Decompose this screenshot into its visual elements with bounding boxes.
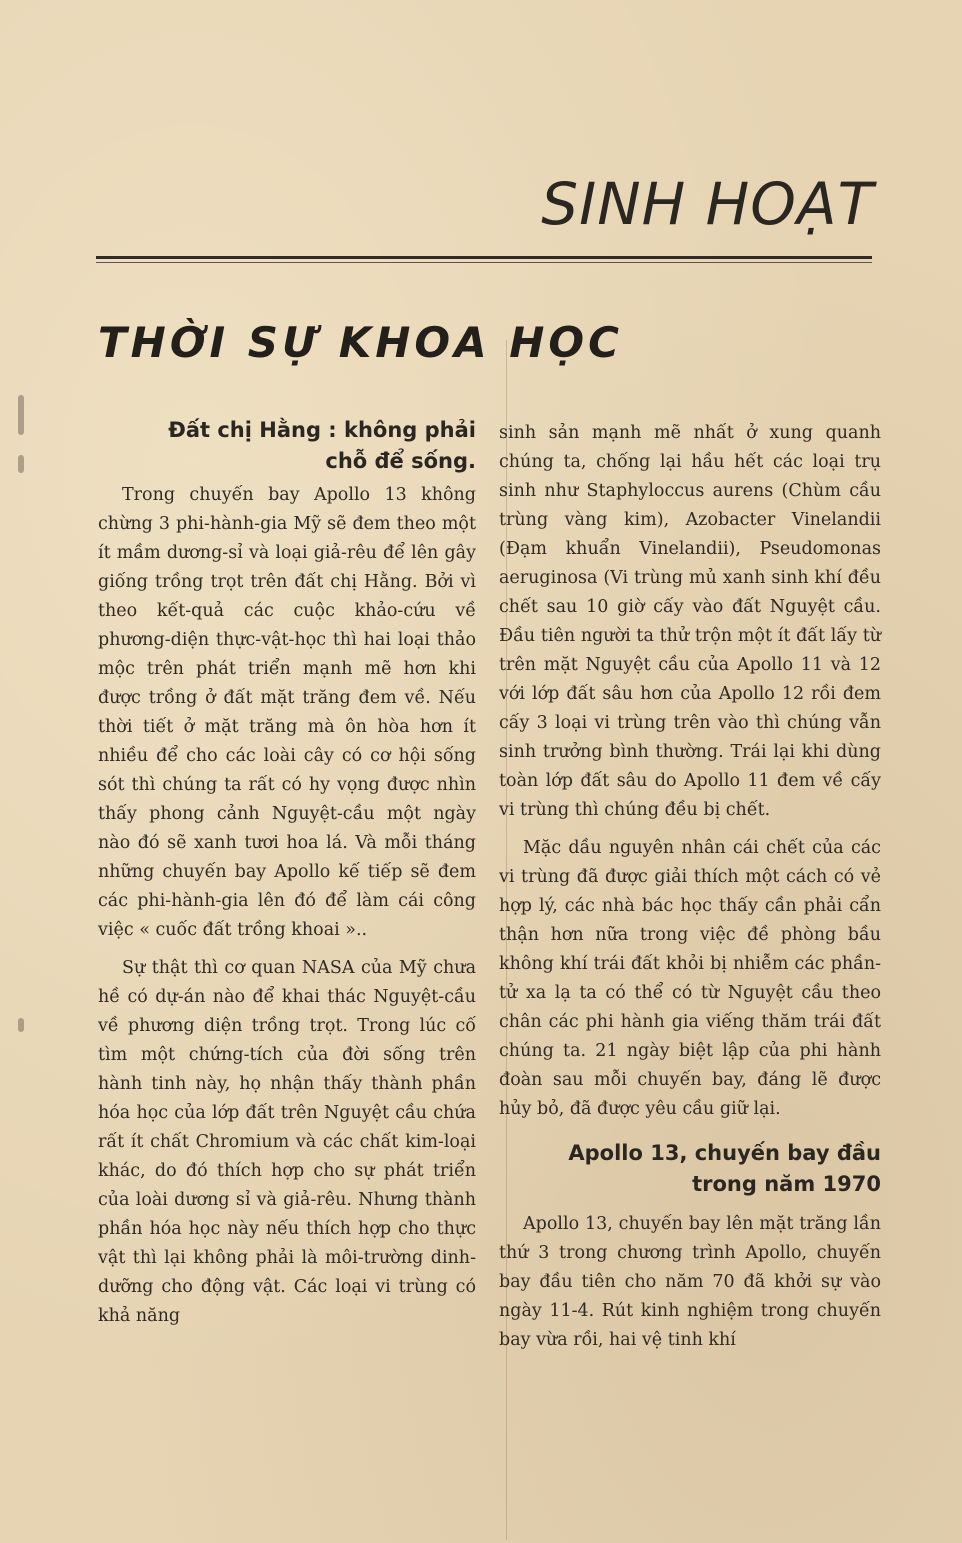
subheading-line: trong năm 1970 — [692, 1172, 881, 1196]
binding-mark — [18, 455, 24, 473]
subheading-line: chỗ để sống. — [325, 449, 476, 473]
body-paragraph: Trong chuyến bay Apollo 13 không chừng 3 phi-hành-gia Mỹ sẽ đem theo một ít mầm dương-sỉ và loại giả-rêu để lên gây giống trồng trọt trên đất chị Hằng. Bởi vì theo kết-quả các cuộc khảo-cứu về phương-diện thực-vật-học thì hai loại thảo mộc trên phát triển mạnh mẽ hơn khi được trồng ở đất mặt trăng đem về. Nếu thời tiết ở mặt trăng mà ôn hòa hơn ít nhiều để cho các loài cây có cơ hội sống sót thì chúng ta rất có hy vọng được nhìn thấy phong cảnh Nguyệt-cầu một ngày nào đó sẽ xanh tươi hoa lá. Và mỗi tháng những chuyến bay Apollo kế tiếp sẽ đem các phi-hành-gia lên đó để làm cái công việc « cuốc đất trồng khoai ».. — [98, 485, 476, 940]
body-paragraph-continued: sinh sản mạnh mẽ nhất ở xung quanh chúng ta, chống lại hầu hết các loại trụ sinh như Staphyloccus aurens (Chùm cầu trùng vàng kim), Azobacter Vinelandii (Đạm khuẩn Vinelandii), Pseudomonas aeruginosa (Vi trùng mủ xanh sinh khí đều chết sau 10 giờ cấy vào đất Nguyệt cầu. Đầu tiên người ta thử trộn một ít đất lấy từ trên mặt Nguyệt cầu của Apollo 11 và 12 với lớp đất sâu hơn của Apollo 12 rồi đem cấy 3 loại vi trùng trên vào thì chúng vẫn sinh trưởng bình thường. Trái lại khi dùng toàn lớp đất sâu do Apollo 11 đem về cấy vi trùng thì chúng đều bị chết. — [499, 423, 881, 820]
header-rule — [96, 256, 872, 259]
header-rule-thin — [96, 262, 872, 263]
left-column — [98, 415, 476, 1340]
body-paragraph: Apollo 13, chuyến bay lên mặt trăng lần thứ 3 trong chương trình Apollo, chuyến bay đầu tiên cho năm 70 đã khởi sự vào ngày 11-4. Rút kinh nghiệm trong chuyến bay vừa rồi, hai vệ tinh khí — [499, 1214, 881, 1350]
right-column — [499, 419, 881, 1364]
binding-mark — [18, 1018, 24, 1032]
body-paragraph: Sự thật thì cơ quan NASA của Mỹ chưa hề có dự-án nào để khai thác Nguyệt-cầu về phương diện trồng trọt. Trong lúc cố tìm một chứng-tích của đời sống trên hành tinh này, họ nhận thấy thành phần hóa học của lớp đất trên Nguyệt cầu chứa rất ít chất Chromium và các chất kim-loại khác, do đó thích hợp cho sự phát triển của loài dương sỉ và giả-rêu. Nhưng thành phần hóa học này nếu thích hợp cho thực vật thì lại không phải là môi-trường dinh-dưỡng cho động vật. Các loại vi trùng có khả năng — [98, 958, 476, 1326]
subheading-line: Apollo 13, chuyến bay đầu — [568, 1141, 881, 1165]
subheading-line: Đất chị Hằng : không phải — [168, 418, 476, 442]
subheading-moon-soil — [98, 415, 476, 477]
article-title: THỜI SỰ KHOA HỌC — [98, 318, 623, 367]
binding-mark — [18, 395, 24, 435]
subheading-apollo-13 — [499, 1138, 881, 1200]
body-paragraph: Mặc dầu nguyên nhân cái chết của các vi trùng đã được giải thích một cách có vẻ hợp lý, các nhà bác học thấy cần phải cẩn thận hơn nữa trong việc đề phòng bầu không khí trái đất khỏi bị nhiễm các phần-tử xa lạ ta có thể có từ Nguyệt cầu theo chân các phi hành gia viếng thăm trái đất chúng ta. 21 ngày biệt lập của phi hành đoàn sau mỗi chuyến bay, đáng lẽ được hủy bỏ, đã được yêu cầu giữ lại. — [499, 838, 881, 1119]
section-header: SINH HOẠT — [541, 170, 874, 238]
